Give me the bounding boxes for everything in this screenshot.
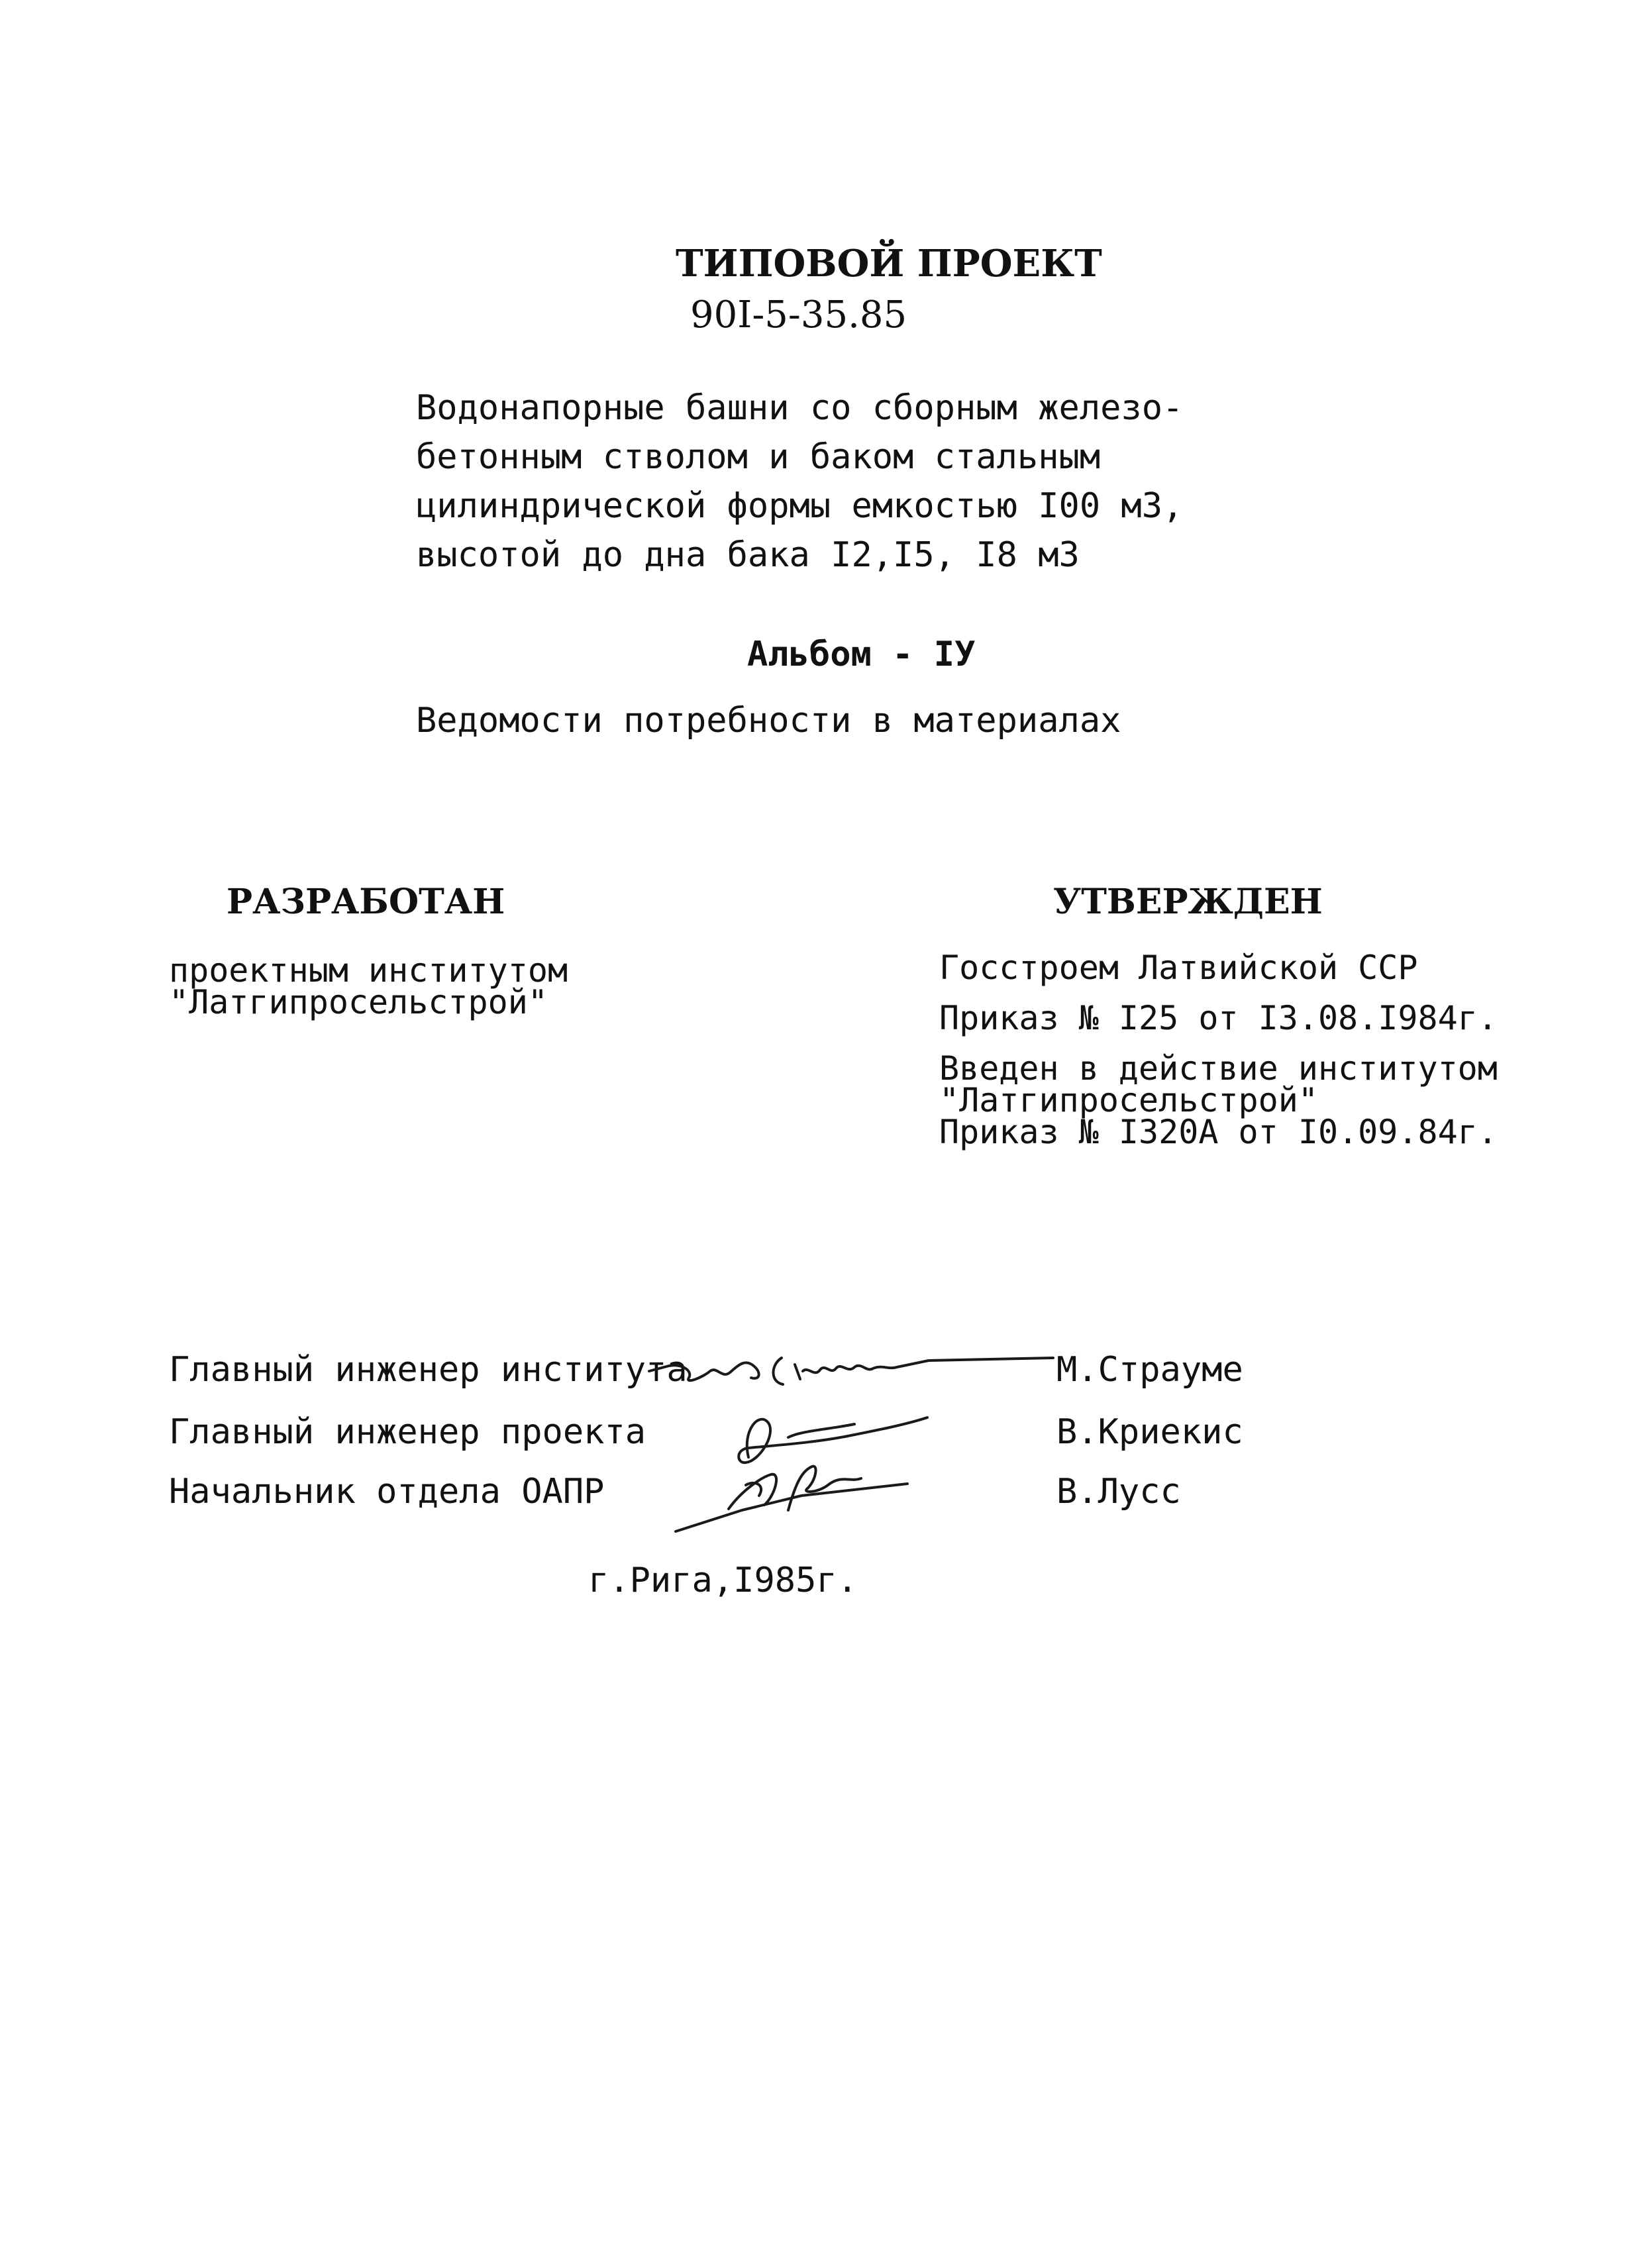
signature-role: Главный инженер института [169,1350,688,1390]
album-subtitle: Ведомости потребности в материалах [416,701,1121,741]
handwritten-signatures [629,1331,1066,1543]
developed-line: проектным институтом [169,951,568,990]
project-code: 90I-5-35.85 [690,293,907,336]
signature-name: В.Криекис [1056,1412,1243,1452]
album-label: Альбом - IУ [747,635,976,674]
description-line: высотой до дна бака I2,I5, I8 м3 [416,535,1080,575]
signature-name: В.Лусс [1056,1472,1181,1512]
approved-line: "Латгипросельстрой" [939,1081,1318,1119]
description-line: цилиндрической формы емкостью I00 м3, [416,486,1184,526]
approved-heading: УТВЕРЖДЕН [1053,882,1323,922]
developed-heading: РАЗРАБОТАН [227,882,505,922]
signature-role: Главный инженер проекта [169,1412,646,1452]
project-type-title: ТИПОВОЙ ПРОЕКТ [676,242,1102,285]
approved-line: Госстроем Латвийской ССР [939,949,1418,987]
description-line: бетонным стволом и баком стальным [416,437,1101,477]
signature-role: Начальник отдела ОАПР [169,1472,605,1512]
developed-line: "Латгипросельстрой" [169,983,548,1021]
signature-name: М.Страуме [1056,1350,1243,1390]
approved-line: Приказ № I320А от I0.09.84г. [939,1113,1498,1151]
approved-line: Приказ № I25 от I3.08.I984г. [939,999,1498,1037]
description-line: Водонапорные башни со сборным железо- [416,388,1184,428]
approved-line: Введен в действие институтом [939,1049,1498,1088]
place-date: г.Рига,I985г. [588,1561,858,1600]
